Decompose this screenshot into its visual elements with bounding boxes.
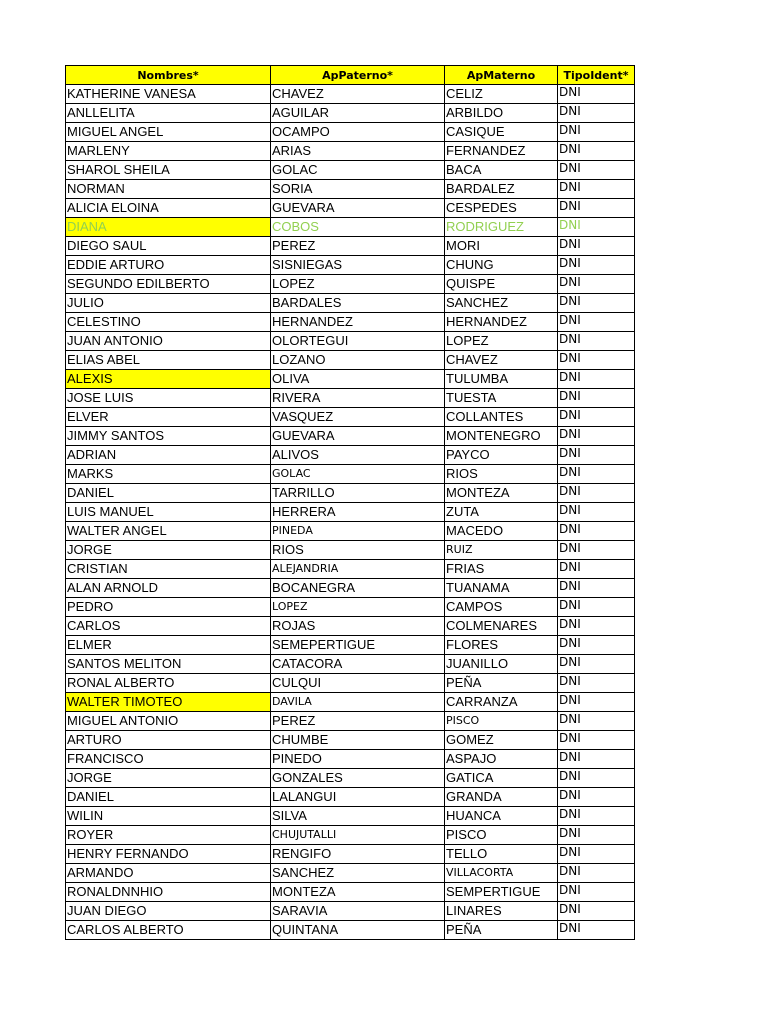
cell-nombres[interactable]: CRISTIAN [66,560,271,579]
cell-appaterno[interactable]: LOPEZ [271,598,445,617]
cell-appaterno[interactable]: GUEVARA [271,427,445,446]
cell-apmaterno[interactable]: RIOS [445,465,558,484]
table-row [66,351,635,370]
column-header-apmaterno[interactable]: ApMaterno [445,66,558,85]
cell-appaterno[interactable]: HERRERA [271,503,445,522]
cell-appaterno[interactable]: SILVA [271,807,445,826]
cell-appaterno[interactable]: ALIVOS [271,446,445,465]
table-row [66,788,635,807]
cell-nombres[interactable]: JORGE [66,769,271,788]
cell-nombres[interactable]: DANIEL [66,788,271,807]
cell-nombres[interactable]: ELVER [66,408,271,427]
cell-apmaterno[interactable]: PEÑA [445,921,558,940]
cell-tipoident[interactable]: DNI [558,788,635,807]
cell-nombres[interactable]: WILIN [66,807,271,826]
cell-apmaterno[interactable]: PAYCO [445,446,558,465]
cell-apmaterno[interactable]: QUISPE [445,275,558,294]
cell-tipoident[interactable]: DNI [558,674,635,693]
cell-apmaterno[interactable]: TUESTA [445,389,558,408]
table-row [66,522,635,541]
cell-nombres[interactable]: RONAL ALBERTO [66,674,271,693]
cell-tipoident[interactable]: DNI [558,313,635,332]
cell-nombres[interactable]: EDDIE ARTURO [66,256,271,275]
cell-tipoident[interactable]: DNI [558,275,635,294]
cell-nombres[interactable]: PEDRO [66,598,271,617]
table-row [66,275,635,294]
cell-nombres[interactable]: ALAN ARNOLD [66,579,271,598]
cell-tipoident[interactable]: DNI [558,864,635,883]
table-row [66,655,635,674]
cell-tipoident[interactable]: DNI [558,446,635,465]
table-row [66,921,635,940]
cell-apmaterno[interactable]: TELLO [445,845,558,864]
cell-tipoident[interactable]: DNI [558,180,635,199]
table-row [66,465,635,484]
cell-apmaterno[interactable]: MACEDO [445,522,558,541]
cell-apmaterno[interactable]: MORI [445,237,558,256]
spreadsheet-table [65,65,635,940]
cell-nombres[interactable]: CARLOS ALBERTO [66,921,271,940]
cell-tipoident[interactable]: DNI [558,712,635,731]
cell-apmaterno[interactable]: TULUMBA [445,370,558,389]
table-row [66,123,635,142]
cell-appaterno[interactable]: CHUJUTALLI [271,826,445,845]
column-header-appaterno[interactable]: ApPaterno* [271,66,445,85]
cell-nombres[interactable]: MARLENY [66,142,271,161]
cell-tipoident[interactable]: DNI [558,161,635,180]
table-row [66,693,635,712]
cell-nombres[interactable]: WALTER TIMOTEO [66,693,271,712]
cell-tipoident[interactable]: DNI [558,522,635,541]
cell-apmaterno[interactable]: RODRIGUEZ [445,218,558,237]
cell-nombres[interactable]: SANTOS MELITON [66,655,271,674]
table-row [66,389,635,408]
cell-appaterno[interactable]: ARIAS [271,142,445,161]
cell-tipoident[interactable]: DNI [558,427,635,446]
cell-apmaterno[interactable]: PISCO [445,826,558,845]
cell-apmaterno[interactable]: FERNANDEZ [445,142,558,161]
cell-appaterno[interactable]: SANCHEZ [271,864,445,883]
table-row [66,427,635,446]
table-row [66,579,635,598]
cell-appaterno[interactable]: CULQUI [271,674,445,693]
cell-tipoident[interactable]: DNI [558,826,635,845]
cell-nombres[interactable]: ROYER [66,826,271,845]
table-row [66,104,635,123]
cell-appaterno[interactable]: AGUILAR [271,104,445,123]
table-row [66,503,635,522]
table-row [66,902,635,921]
cell-tipoident[interactable]: DNI [558,294,635,313]
cell-nombres[interactable]: KATHERINE VANESA [66,85,271,104]
cell-nombres[interactable]: JULIO [66,294,271,313]
cell-tipoident[interactable]: DNI [558,921,635,940]
cell-appaterno[interactable]: ROJAS [271,617,445,636]
cell-apmaterno[interactable]: GRANDA [445,788,558,807]
table-row [66,218,635,237]
cell-appaterno[interactable]: PEREZ [271,237,445,256]
cell-tipoident[interactable]: DNI [558,123,635,142]
cell-appaterno[interactable]: PINEDA [271,522,445,541]
cell-nombres[interactable]: CELESTINO [66,313,271,332]
table-row [66,750,635,769]
cell-nombres[interactable]: FRANCISCO [66,750,271,769]
cell-appaterno[interactable]: PEREZ [271,712,445,731]
table-row [66,826,635,845]
cell-tipoident[interactable]: DNI [558,655,635,674]
cell-apmaterno[interactable]: FLORES [445,636,558,655]
cell-appaterno[interactable]: COBOS [271,218,445,237]
cell-tipoident[interactable]: DNI [558,598,635,617]
column-header-tipoident[interactable]: TipoIdent* [558,66,635,85]
table-row [66,313,635,332]
cell-nombres[interactable]: JOSE LUIS [66,389,271,408]
cell-tipoident[interactable]: DNI [558,351,635,370]
cell-apmaterno[interactable]: CHUNG [445,256,558,275]
cell-appaterno[interactable]: CHUMBE [271,731,445,750]
table-row [66,256,635,275]
table-row [66,237,635,256]
cell-appaterno[interactable]: QUINTANA [271,921,445,940]
cell-nombres[interactable]: NORMAN [66,180,271,199]
cell-tipoident[interactable]: DNI [558,845,635,864]
cell-appaterno[interactable]: GONZALES [271,769,445,788]
cell-appaterno[interactable]: SEMEPERTIGUE [271,636,445,655]
table-row [66,617,635,636]
cell-apmaterno[interactable]: CARRANZA [445,693,558,712]
cell-tipoident[interactable]: DNI [558,693,635,712]
cell-appaterno[interactable]: GUEVARA [271,199,445,218]
cell-appaterno[interactable]: GOLAC [271,465,445,484]
table-row [66,845,635,864]
cell-nombres[interactable]: MARKS [66,465,271,484]
cell-appaterno[interactable]: OCAMPO [271,123,445,142]
cell-apmaterno[interactable]: SANCHEZ [445,294,558,313]
table-row [66,332,635,351]
cell-apmaterno[interactable]: ZUTA [445,503,558,522]
cell-apmaterno[interactable]: PEÑA [445,674,558,693]
table-row [66,199,635,218]
cell-apmaterno[interactable]: CESPEDES [445,199,558,218]
table-row [66,370,635,389]
cell-apmaterno[interactable]: COLMENARES [445,617,558,636]
cell-nombres[interactable]: ELMER [66,636,271,655]
cell-tipoident[interactable]: DNI [558,332,635,351]
cell-apmaterno[interactable]: BACA [445,161,558,180]
table-row [66,883,635,902]
cell-appaterno[interactable]: RIVERA [271,389,445,408]
cell-appaterno[interactable]: GOLAC [271,161,445,180]
cell-apmaterno[interactable]: CHAVEZ [445,351,558,370]
table-row [66,294,635,313]
cell-tipoident[interactable]: DNI [558,636,635,655]
cell-tipoident[interactable]: DNI [558,408,635,427]
cell-appaterno[interactable]: OLORTEGUI [271,332,445,351]
table-row [66,712,635,731]
cell-tipoident[interactable]: DNI [558,199,635,218]
cell-appaterno[interactable]: VASQUEZ [271,408,445,427]
cell-nombres[interactable]: SHAROL SHEILA [66,161,271,180]
cell-apmaterno[interactable]: GATICA [445,769,558,788]
cell-appaterno[interactable]: HERNANDEZ [271,313,445,332]
table-row [66,636,635,655]
table-row [66,484,635,503]
cell-apmaterno[interactable]: CAMPOS [445,598,558,617]
cell-nombres[interactable]: MIGUEL ANTONIO [66,712,271,731]
cell-apmaterno[interactable]: RUIZ [445,541,558,560]
cell-apmaterno[interactable]: HUANCA [445,807,558,826]
table-row [66,674,635,693]
cell-nombres[interactable]: DANIEL [66,484,271,503]
table-row [66,85,635,104]
cell-tipoident[interactable]: DNI [558,484,635,503]
cell-tipoident[interactable]: DNI [558,237,635,256]
table-row [66,769,635,788]
cell-apmaterno[interactable]: CASIQUE [445,123,558,142]
table-row [66,731,635,750]
cell-tipoident[interactable]: DNI [558,750,635,769]
cell-tipoident[interactable]: DNI [558,142,635,161]
cell-appaterno[interactable]: TARRILLO [271,484,445,503]
cell-nombres[interactable]: ARTURO [66,731,271,750]
cell-appaterno[interactable]: DAVILA [271,693,445,712]
cell-appaterno[interactable]: MONTEZA [271,883,445,902]
cell-appaterno[interactable]: RENGIFO [271,845,445,864]
cell-apmaterno[interactable]: HERNANDEZ [445,313,558,332]
cell-apmaterno[interactable]: MONTEZA [445,484,558,503]
cell-tipoident[interactable]: DNI [558,902,635,921]
cell-tipoident[interactable]: DNI [558,579,635,598]
cell-tipoident[interactable]: DNI [558,807,635,826]
cell-apmaterno[interactable]: TUANAMA [445,579,558,598]
cell-nombres[interactable]: DIANA [66,218,271,237]
cell-tipoident[interactable]: DNI [558,389,635,408]
cell-appaterno[interactable]: CATACORA [271,655,445,674]
cell-apmaterno[interactable]: PISCO [445,712,558,731]
table-row [66,560,635,579]
cell-apmaterno[interactable]: ASPAJO [445,750,558,769]
cell-appaterno[interactable]: RIOS [271,541,445,560]
cell-tipoident[interactable]: DNI [558,503,635,522]
cell-tipoident[interactable]: DNI [558,617,635,636]
table-row [66,807,635,826]
cell-apmaterno[interactable]: MONTENEGRO [445,427,558,446]
cell-nombres[interactable]: JIMMY SANTOS [66,427,271,446]
cell-tipoident[interactable]: DNI [558,731,635,750]
cell-apmaterno[interactable]: LOPEZ [445,332,558,351]
cell-tipoident[interactable]: DNI [558,465,635,484]
cell-appaterno[interactable]: SORIA [271,180,445,199]
cell-apmaterno[interactable]: LINARES [445,902,558,921]
cell-nombres[interactable]: MIGUEL ANGEL [66,123,271,142]
header-row [66,66,635,85]
table-row [66,180,635,199]
cell-apmaterno[interactable]: COLLANTES [445,408,558,427]
cell-nombres[interactable]: ANLLELITA [66,104,271,123]
table-row [66,864,635,883]
cell-nombres[interactable]: ADRIAN [66,446,271,465]
cell-tipoident[interactable]: DNI [558,541,635,560]
cell-tipoident[interactable]: DNI [558,85,635,104]
cell-nombres[interactable]: DIEGO SAUL [66,237,271,256]
cell-tipoident[interactable]: DNI [558,560,635,579]
table-row [66,142,635,161]
cell-appaterno[interactable]: ALEJANDRIA [271,560,445,579]
cell-appaterno[interactable]: OLIVA [271,370,445,389]
table-row [66,408,635,427]
cell-nombres[interactable]: JORGE [66,541,271,560]
cell-appaterno[interactable]: PINEDO [271,750,445,769]
table-row [66,541,635,560]
cell-apmaterno[interactable]: FRIAS [445,560,558,579]
cell-tipoident[interactable]: DNI [558,256,635,275]
cell-apmaterno[interactable]: JUANILLO [445,655,558,674]
cell-nombres[interactable]: LUIS MANUEL [66,503,271,522]
table-row [66,161,635,180]
cell-appaterno[interactable]: LALANGUI [271,788,445,807]
cell-nombres[interactable]: ALICIA ELOINA [66,199,271,218]
cell-tipoident[interactable]: DNI [558,883,635,902]
cell-nombres[interactable]: CARLOS [66,617,271,636]
cell-apmaterno[interactable]: BARDALEZ [445,180,558,199]
column-header-nombres[interactable]: Nombres* [66,66,271,85]
cell-appaterno[interactable]: SISNIEGAS [271,256,445,275]
cell-nombres[interactable]: HENRY FERNANDO [66,845,271,864]
cell-tipoident[interactable]: DNI [558,370,635,389]
cell-nombres[interactable]: ALEXIS [66,370,271,389]
cell-appaterno[interactable]: BARDALES [271,294,445,313]
cell-apmaterno[interactable]: SEMPERTIGUE [445,883,558,902]
cell-appaterno[interactable]: BOCANEGRA [271,579,445,598]
cell-nombres[interactable]: WALTER ANGEL [66,522,271,541]
cell-nombres[interactable]: ARMANDO [66,864,271,883]
cell-appaterno[interactable]: LOPEZ [271,275,445,294]
cell-apmaterno[interactable]: CELIZ [445,85,558,104]
cell-apmaterno[interactable]: VILLACORTA [445,864,558,883]
cell-nombres[interactable]: JUAN ANTONIO [66,332,271,351]
cell-appaterno[interactable]: CHAVEZ [271,85,445,104]
cell-nombres[interactable]: SEGUNDO EDILBERTO [66,275,271,294]
table-row [66,446,635,465]
cell-tipoident[interactable]: DNI [558,769,635,788]
cell-apmaterno[interactable]: ARBILDO [445,104,558,123]
table-body [66,85,635,940]
cell-nombres[interactable]: JUAN DIEGO [66,902,271,921]
cell-tipoident[interactable]: DNI [558,104,635,123]
cell-nombres[interactable]: RONALDNNHIO [66,883,271,902]
cell-apmaterno[interactable]: GOMEZ [445,731,558,750]
cell-nombres[interactable]: ELIAS ABEL [66,351,271,370]
table-row [66,598,635,617]
cell-tipoident[interactable]: DNI [558,218,635,237]
cell-appaterno[interactable]: SARAVIA [271,902,445,921]
cell-appaterno[interactable]: LOZANO [271,351,445,370]
